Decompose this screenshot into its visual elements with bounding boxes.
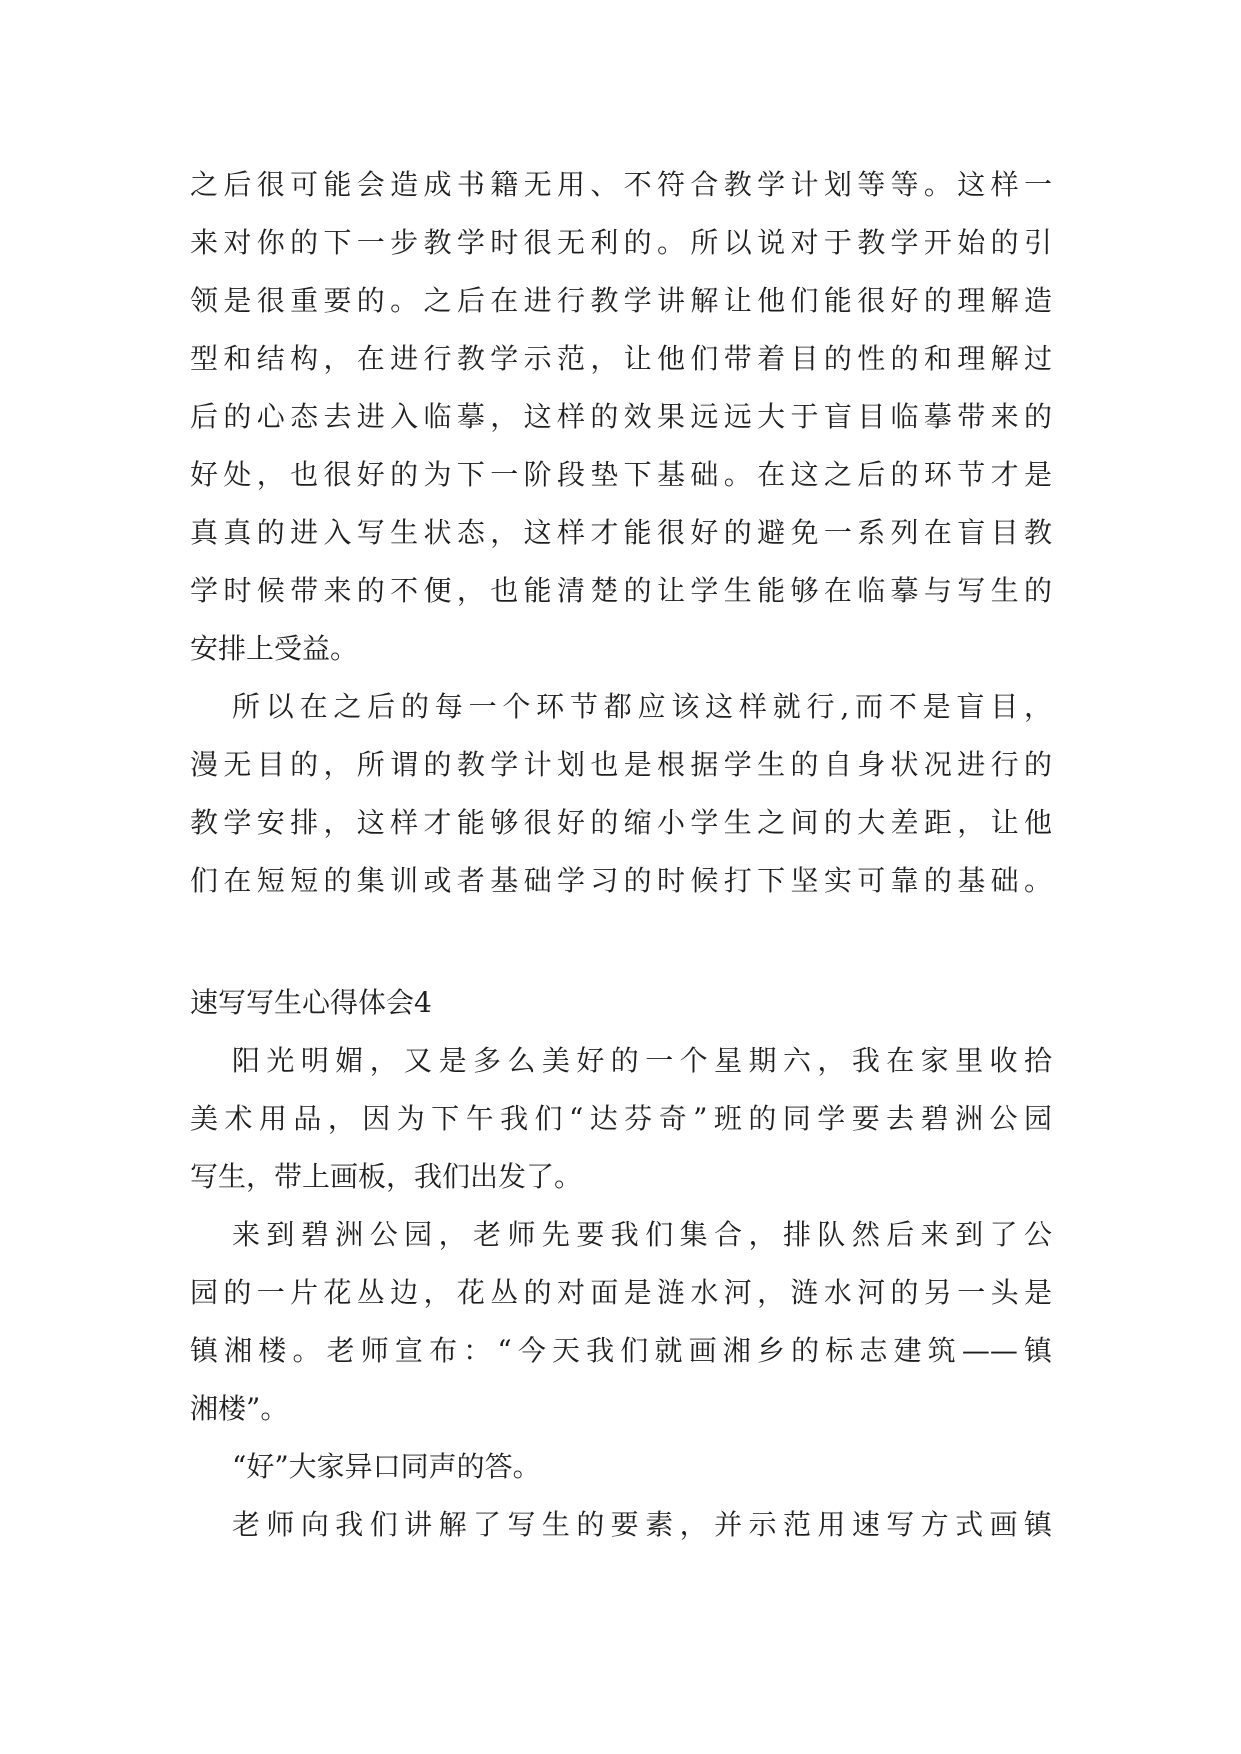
section-heading: 速写写生心得体会4: [190, 986, 432, 1019]
text-line: 镇湘楼。老师宣布：“今天我们就画湘乡的标志建筑——镇: [190, 1334, 1052, 1367]
text-line: 学时候带来的不便，也能清楚的让学生能够在临摹与写生的: [190, 574, 1052, 607]
text-line: 阳光明媚，又是多么美好的一个星期六，我在家里收拾: [232, 1044, 1052, 1077]
text-line: 后的心态去进入临摹，这样的效果远远大于盲目临摹带来的: [190, 400, 1052, 433]
text-line: 安排上受益。: [190, 632, 359, 665]
document-page: [190, 156, 1052, 1554]
text-line: 教学安排，这样才能够很好的缩小学生之间的大差距，让他: [190, 806, 1052, 839]
text-line: 好处，也很好的为下一阶段垫下基础。在这之后的环节才是: [190, 458, 1052, 491]
text-line: 所以在之后的每一个环节都应该这样就行,而不是盲目，: [232, 690, 1052, 723]
text-line: 真真的进入写生状态，这样才能很好的避免一系列在盲目教: [190, 516, 1052, 549]
text-line: 之后很可能会造成书籍无用、不符合教学计划等等。这样一: [190, 168, 1052, 201]
paragraph: [190, 1496, 1052, 1554]
section-gap: [190, 910, 1052, 974]
text-line: 老师向我们讲解了写生的要素，并示范用速写方式画镇: [232, 1508, 1052, 1541]
text-line: “好”大家异口同声的答。: [232, 1450, 541, 1483]
text-line: 写生，带上画板，我们出发了。: [190, 1160, 583, 1193]
text-line: 来对你的下一步教学时很无利的。所以说对于教学开始的引: [190, 226, 1052, 259]
text-line: 美术用品，因为下午我们“达芬奇”班的同学要去碧洲公园: [190, 1102, 1052, 1135]
text-line: 湘楼”。: [190, 1392, 289, 1425]
section: [190, 974, 1052, 1554]
text-line: 漫无目的，所谓的教学计划也是根据学生的自身状况进行的: [190, 748, 1052, 781]
text-line: 来到碧洲公园，老师先要我们集合，排队然后来到了公: [232, 1218, 1052, 1251]
paragraph: [190, 1438, 1052, 1496]
text-line: 领是很重要的。之后在进行教学讲解让他们能很好的理解造: [190, 284, 1052, 317]
text-line: 们在短短的集训或者基础学习的时候打下坚实可靠的基础。: [190, 864, 1052, 897]
text-line: 型和结构，在进行教学示范，让他们带着目的性的和理解过: [190, 342, 1052, 375]
paragraph: [190, 156, 1052, 678]
text-line: 园的一片花丛边，花丛的对面是涟水河，涟水河的另一头是: [190, 1276, 1052, 1309]
paragraph: [190, 1206, 1052, 1438]
paragraph: [190, 1032, 1052, 1206]
paragraph: [190, 678, 1052, 910]
